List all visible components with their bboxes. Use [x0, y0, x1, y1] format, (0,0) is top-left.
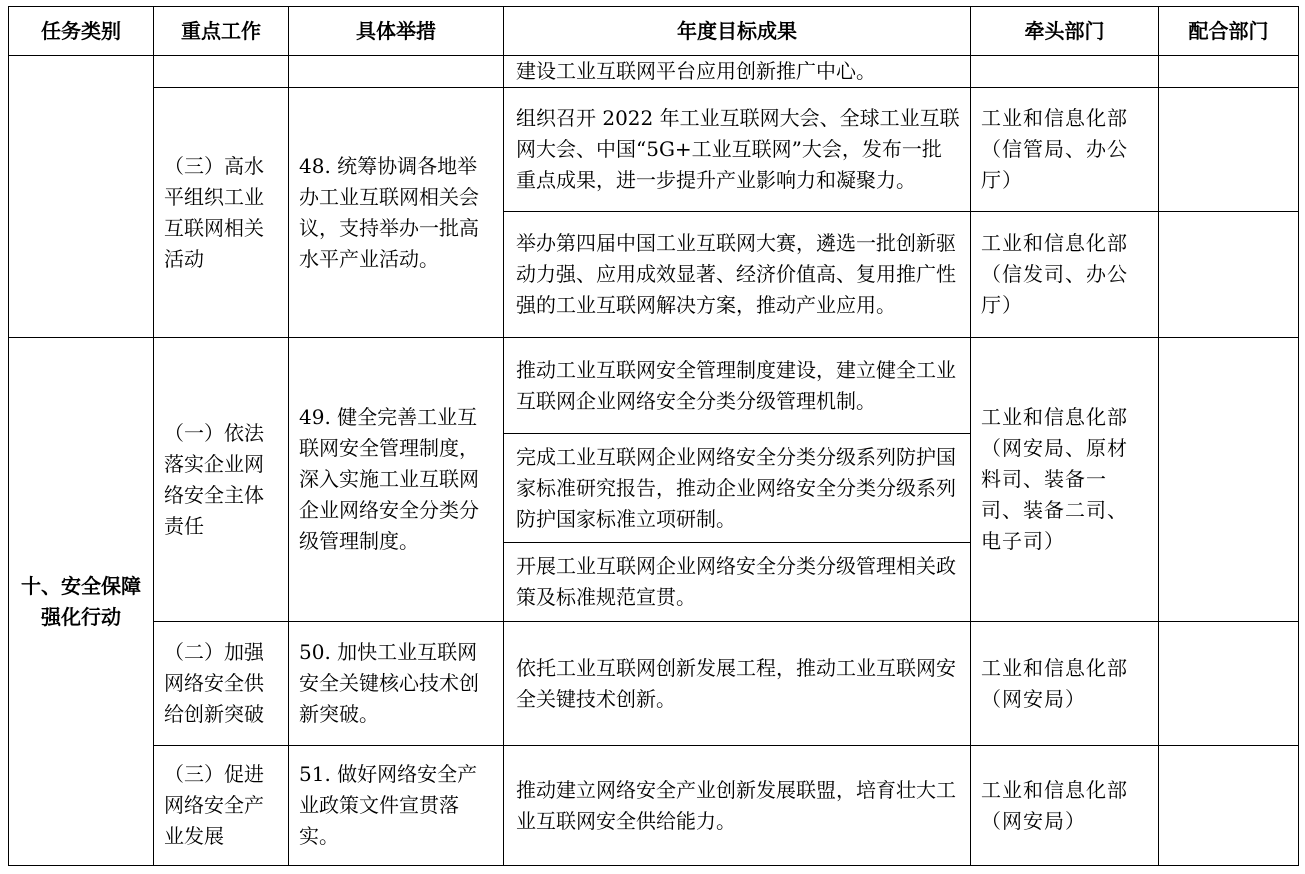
coop-dept-cell	[1159, 212, 1299, 338]
focus-cell: （三）促进网络安全产业发展	[154, 746, 289, 866]
measure-cell: 49. 健全完善工业互联网安全管理制度，深入实施工业互联网企业网络安全分类分级管理制度。	[289, 338, 504, 622]
lead-dept-cell: 工业和信息化部（信发司、办公厅）	[971, 212, 1159, 338]
focus-cell: （一）依法落实企业网络安全主体责任	[154, 338, 289, 622]
lead-dept-cell: 工业和信息化部（网安局）	[971, 746, 1159, 866]
header-cooperating-department: 配合部门	[1159, 7, 1299, 56]
coop-dept-cell	[1159, 88, 1299, 212]
goal-cell: 组织召开 2022 年工业互联网大会、全球工业互联网大会、中国“5G+工业互联网”大会，发布一批重点成果，进一步提升产业影响力和凝聚力。	[504, 88, 971, 212]
measure-cell: 50. 加快工业互联网安全关键核心技术创新突破。	[289, 622, 504, 746]
goal-cell: 开展工业互联网企业网络安全分类分级管理相关政策及标准规范宣贯。	[504, 543, 971, 622]
goal-cell: 完成工业互联网企业网络安全分类分级系列防护国家标准研究报告，推动企业网络安全分类分级系列防护国家标准立项研制。	[504, 434, 971, 543]
table-header-row	[9, 7, 1299, 56]
coop-dept-cell	[1159, 56, 1299, 88]
goal-cell: 建设工业互联网平台应用创新推广中心。	[504, 56, 971, 88]
measure-cell: 51. 做好网络安全产业政策文件宣贯落实。	[289, 746, 504, 866]
table-row	[9, 88, 1299, 212]
coop-dept-cell	[1159, 622, 1299, 746]
goal-cell: 依托工业互联网创新发展工程，推动工业互联网安全关键技术创新。	[504, 622, 971, 746]
lead-dept-cell: 工业和信息化部（网安局）	[971, 622, 1159, 746]
lead-dept-cell: 工业和信息化部（网安局、原材料司、装备一司、装备二司、电子司）	[971, 338, 1159, 622]
lead-dept-cell: 工业和信息化部（信管局、办公厅）	[971, 88, 1159, 212]
goal-cell: 推动工业互联网安全管理制度建设，建立健全工业互联网企业网络安全分类分级管理机制。	[504, 338, 971, 434]
focus-cell-empty	[154, 56, 289, 88]
header-task-category: 任务类别	[9, 7, 154, 56]
header-key-work: 重点工作	[154, 7, 289, 56]
focus-cell: （三）高水平组织工业互联网相关活动	[154, 88, 289, 338]
task-table	[8, 6, 1299, 866]
category-cell: 十、安全保障强化行动	[9, 338, 154, 866]
coop-dept-cell	[1159, 746, 1299, 866]
header-specific-measures: 具体举措	[289, 7, 504, 56]
table-row	[9, 622, 1299, 746]
goal-cell: 举办第四届中国工业互联网大赛，遴选一批创新驱动力强、应用成效显著、经济价值高、复用推广性强的工业互联网解决方案，推动产业应用。	[504, 212, 971, 338]
table-row	[9, 746, 1299, 866]
focus-cell: （二）加强网络安全供给创新突破	[154, 622, 289, 746]
header-annual-goals: 年度目标成果	[504, 7, 971, 56]
header-lead-department: 牵头部门	[971, 7, 1159, 56]
measure-cell: 48. 统筹协调各地举办工业互联网相关会议，支持举办一批高水平产业活动。	[289, 88, 504, 338]
table-row	[9, 56, 1299, 88]
table-row	[9, 338, 1299, 434]
category-cell-empty	[9, 56, 154, 338]
lead-dept-cell-empty	[971, 56, 1159, 88]
measure-cell-empty	[289, 56, 504, 88]
coop-dept-cell	[1159, 338, 1299, 622]
goal-cell: 推动建立网络安全产业创新发展联盟，培育壮大工业互联网安全供给能力。	[504, 746, 971, 866]
